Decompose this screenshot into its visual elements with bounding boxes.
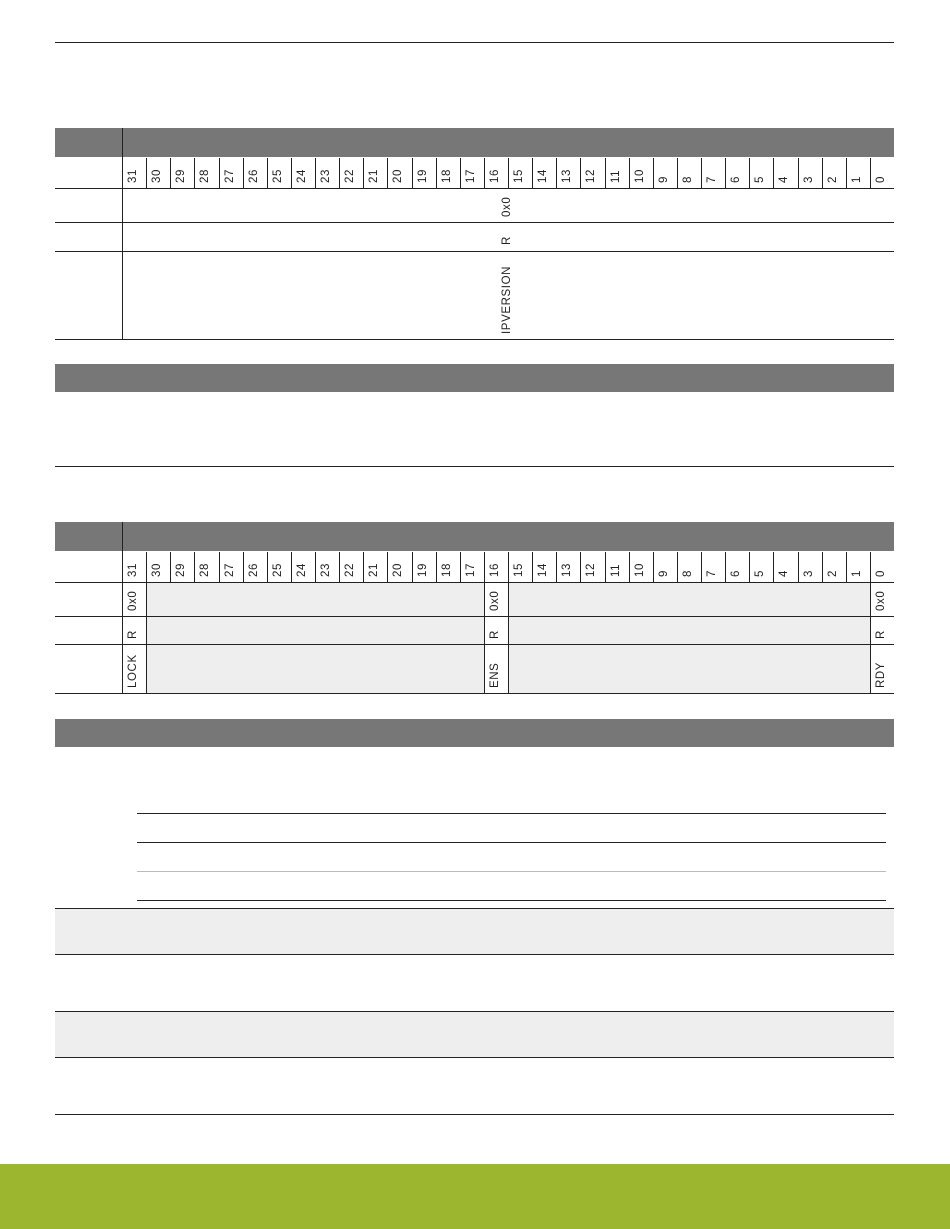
bit-number: 22 — [344, 169, 357, 183]
bit-number: 31 — [127, 169, 139, 183]
rdy-field-name: RDY — [875, 661, 887, 688]
bit-divider — [677, 158, 678, 188]
bit-number: 0 — [874, 176, 887, 183]
bit-divider — [194, 158, 195, 188]
bit-divider — [315, 158, 316, 188]
bit-divider — [653, 158, 654, 188]
bit-number: 27 — [223, 563, 236, 577]
register-2-divider — [122, 522, 123, 693]
bit-number: 29 — [175, 169, 188, 183]
register-2-rule — [55, 616, 894, 617]
bit-divider — [412, 552, 413, 582]
register-2-field-boundary — [484, 582, 485, 693]
bit-number: 2 — [826, 176, 839, 183]
register-2-header-label-cell — [55, 522, 122, 551]
bit-number: 24 — [295, 563, 308, 577]
enum-table-rule — [137, 842, 886, 843]
bit-number: 11 — [609, 563, 622, 577]
bit-divider — [387, 552, 388, 582]
bit-divider — [870, 552, 871, 582]
bit-number: 12 — [585, 563, 598, 577]
register-2-reserved-15-1 — [509, 583, 870, 693]
bit-number: 31 — [127, 563, 139, 577]
enum-table-rule — [137, 813, 886, 814]
bit-number: 5 — [754, 570, 767, 577]
description-row-rule — [55, 1114, 894, 1115]
bit-number: 26 — [247, 169, 260, 183]
bit-divider — [773, 158, 774, 188]
ens-field-name: ENS — [489, 662, 501, 688]
bit-divider — [412, 158, 413, 188]
ens-access: R — [489, 630, 501, 639]
bit-number: 9 — [657, 176, 670, 183]
lock-field-name: LOCK — [127, 654, 139, 688]
bit-number: 17 — [464, 563, 477, 577]
bit-number: 9 — [657, 570, 670, 577]
bit-divider — [194, 552, 195, 582]
bit-divider — [170, 552, 171, 582]
bit-number: 3 — [802, 570, 815, 577]
register-1-header-label-cell — [55, 128, 122, 157]
bit-divider — [653, 552, 654, 582]
bit-number: 6 — [730, 570, 743, 577]
bit-divider — [291, 158, 292, 188]
register-1-divider — [122, 128, 123, 339]
register-1-description-header — [55, 364, 894, 392]
bit-divider — [677, 552, 678, 582]
bit-number: 13 — [561, 563, 574, 577]
bit-number: 18 — [440, 169, 453, 183]
bit-divider — [267, 552, 268, 582]
bit-divider — [870, 158, 871, 188]
bit-number: 26 — [247, 563, 260, 577]
bit-divider — [387, 158, 388, 188]
bit-number: 12 — [585, 169, 598, 183]
bit-number: 1 — [850, 570, 863, 577]
bit-divider — [532, 552, 533, 582]
bit-number: 30 — [151, 169, 164, 183]
bit-divider — [798, 552, 799, 582]
bit-number: 2 — [826, 570, 839, 577]
lock-access: R — [127, 630, 139, 639]
bit-number: 8 — [681, 176, 694, 183]
bit-divider — [629, 552, 630, 582]
enum-table-rule — [137, 871, 886, 872]
bit-number: 29 — [175, 563, 188, 577]
bit-divider — [508, 158, 509, 188]
bit-number: 10 — [633, 169, 646, 183]
register-1-rule — [55, 222, 894, 223]
register-2-field-boundary — [146, 582, 147, 693]
bit-number: 28 — [199, 563, 212, 577]
bit-divider — [363, 552, 364, 582]
bit-number: 14 — [537, 563, 550, 577]
bit-divider — [339, 552, 340, 582]
bit-divider — [580, 552, 581, 582]
bit-divider — [822, 158, 823, 188]
description-row-rule — [55, 954, 894, 955]
bit-number: 14 — [537, 169, 550, 183]
bit-divider — [146, 552, 147, 582]
bit-divider — [725, 552, 726, 582]
bit-number: 6 — [730, 176, 743, 183]
bit-number: 4 — [778, 176, 791, 183]
bit-number: 27 — [223, 169, 236, 183]
bit-divider — [460, 158, 461, 188]
bit-divider — [773, 552, 774, 582]
bit-divider — [701, 552, 702, 582]
bit-divider — [267, 158, 268, 188]
bit-divider — [749, 158, 750, 188]
description-row-shaded — [55, 1012, 894, 1057]
bit-number: 15 — [513, 169, 525, 183]
bit-divider — [219, 552, 220, 582]
enum-table-rule — [137, 900, 886, 901]
bit-number: 17 — [464, 169, 477, 183]
bit-number: 16 — [488, 563, 501, 577]
bit-divider — [436, 552, 437, 582]
bit-number: 11 — [609, 169, 622, 183]
bit-divider — [556, 158, 557, 188]
ens-reset-value: 0x0 — [489, 590, 501, 611]
bit-divider — [846, 552, 847, 582]
bit-number: 23 — [320, 169, 332, 183]
description-row-rule — [55, 1057, 894, 1058]
bit-divider — [605, 158, 606, 188]
register-2-rule — [55, 693, 894, 694]
bit-number: 1 — [850, 176, 863, 183]
bit-divider — [798, 158, 799, 188]
bit-divider — [822, 552, 823, 582]
rdy-reset-value: 0x0 — [875, 590, 887, 611]
bit-divider — [339, 158, 340, 188]
register-1-access: R — [501, 236, 513, 245]
bit-number: 21 — [368, 563, 381, 577]
bit-number: 28 — [199, 169, 212, 183]
bit-number: 22 — [344, 563, 357, 577]
register-1-reset-value: 0x0 — [501, 196, 513, 217]
bit-number: 8 — [681, 570, 694, 577]
bit-number: 3 — [802, 176, 815, 183]
bit-divider — [629, 158, 630, 188]
bit-number: 15 — [513, 563, 525, 577]
bit-number: 16 — [488, 169, 501, 183]
bit-divider — [846, 158, 847, 188]
bit-number: 13 — [561, 169, 574, 183]
bit-divider — [243, 552, 244, 582]
bit-number: 24 — [295, 169, 308, 183]
description-row-shaded — [55, 909, 894, 954]
register-1-rule — [55, 339, 894, 340]
bit-number: 5 — [754, 176, 767, 183]
rdy-access: R — [875, 630, 887, 639]
bit-divider — [170, 158, 171, 188]
bit-number: 23 — [320, 563, 332, 577]
bit-number: 25 — [271, 169, 284, 183]
bit-divider — [243, 158, 244, 188]
bit-number: 18 — [440, 563, 453, 577]
bit-number: 20 — [392, 169, 405, 183]
bit-number: 0 — [874, 570, 887, 577]
register-2-rule — [55, 644, 894, 645]
footer-bar — [0, 1164, 950, 1229]
bit-divider — [580, 158, 581, 188]
register-1-field-name: IPVERSION — [501, 265, 513, 334]
bit-number: 25 — [271, 563, 284, 577]
bit-number: 19 — [416, 563, 429, 577]
bit-divider — [219, 158, 220, 188]
bit-divider — [749, 552, 750, 582]
bit-number: 30 — [151, 563, 164, 577]
bit-divider — [484, 158, 485, 188]
bit-number: 7 — [706, 570, 718, 577]
register-2-rule — [55, 582, 894, 583]
register-2-reserved-30-17 — [147, 583, 484, 693]
register-2-field-boundary — [508, 582, 509, 693]
register-2-field-boundary — [870, 582, 871, 693]
bit-divider — [508, 552, 509, 582]
bit-divider — [701, 158, 702, 188]
register-2-header-bar — [123, 522, 894, 551]
bit-divider — [484, 552, 485, 582]
bit-divider — [532, 158, 533, 188]
register-1-header-bar — [123, 128, 894, 157]
bit-number: 4 — [778, 570, 791, 577]
top-rule — [55, 42, 894, 43]
bit-number: 7 — [706, 176, 718, 183]
bit-divider — [605, 552, 606, 582]
bit-number: 21 — [368, 169, 381, 183]
register-1-rule — [55, 251, 894, 252]
bit-divider — [460, 552, 461, 582]
bit-divider — [315, 552, 316, 582]
bit-divider — [556, 552, 557, 582]
bit-divider — [146, 158, 147, 188]
bit-divider — [291, 552, 292, 582]
bit-divider — [436, 158, 437, 188]
bit-number: 10 — [633, 563, 646, 577]
bit-divider — [363, 158, 364, 188]
bit-number: 20 — [392, 563, 405, 577]
register-2-description-header — [55, 719, 894, 747]
bit-number: 19 — [416, 169, 429, 183]
lock-reset-value: 0x0 — [127, 590, 139, 611]
register-1-description-rule — [55, 466, 894, 467]
register-1-rule — [55, 188, 894, 189]
bit-divider — [725, 158, 726, 188]
